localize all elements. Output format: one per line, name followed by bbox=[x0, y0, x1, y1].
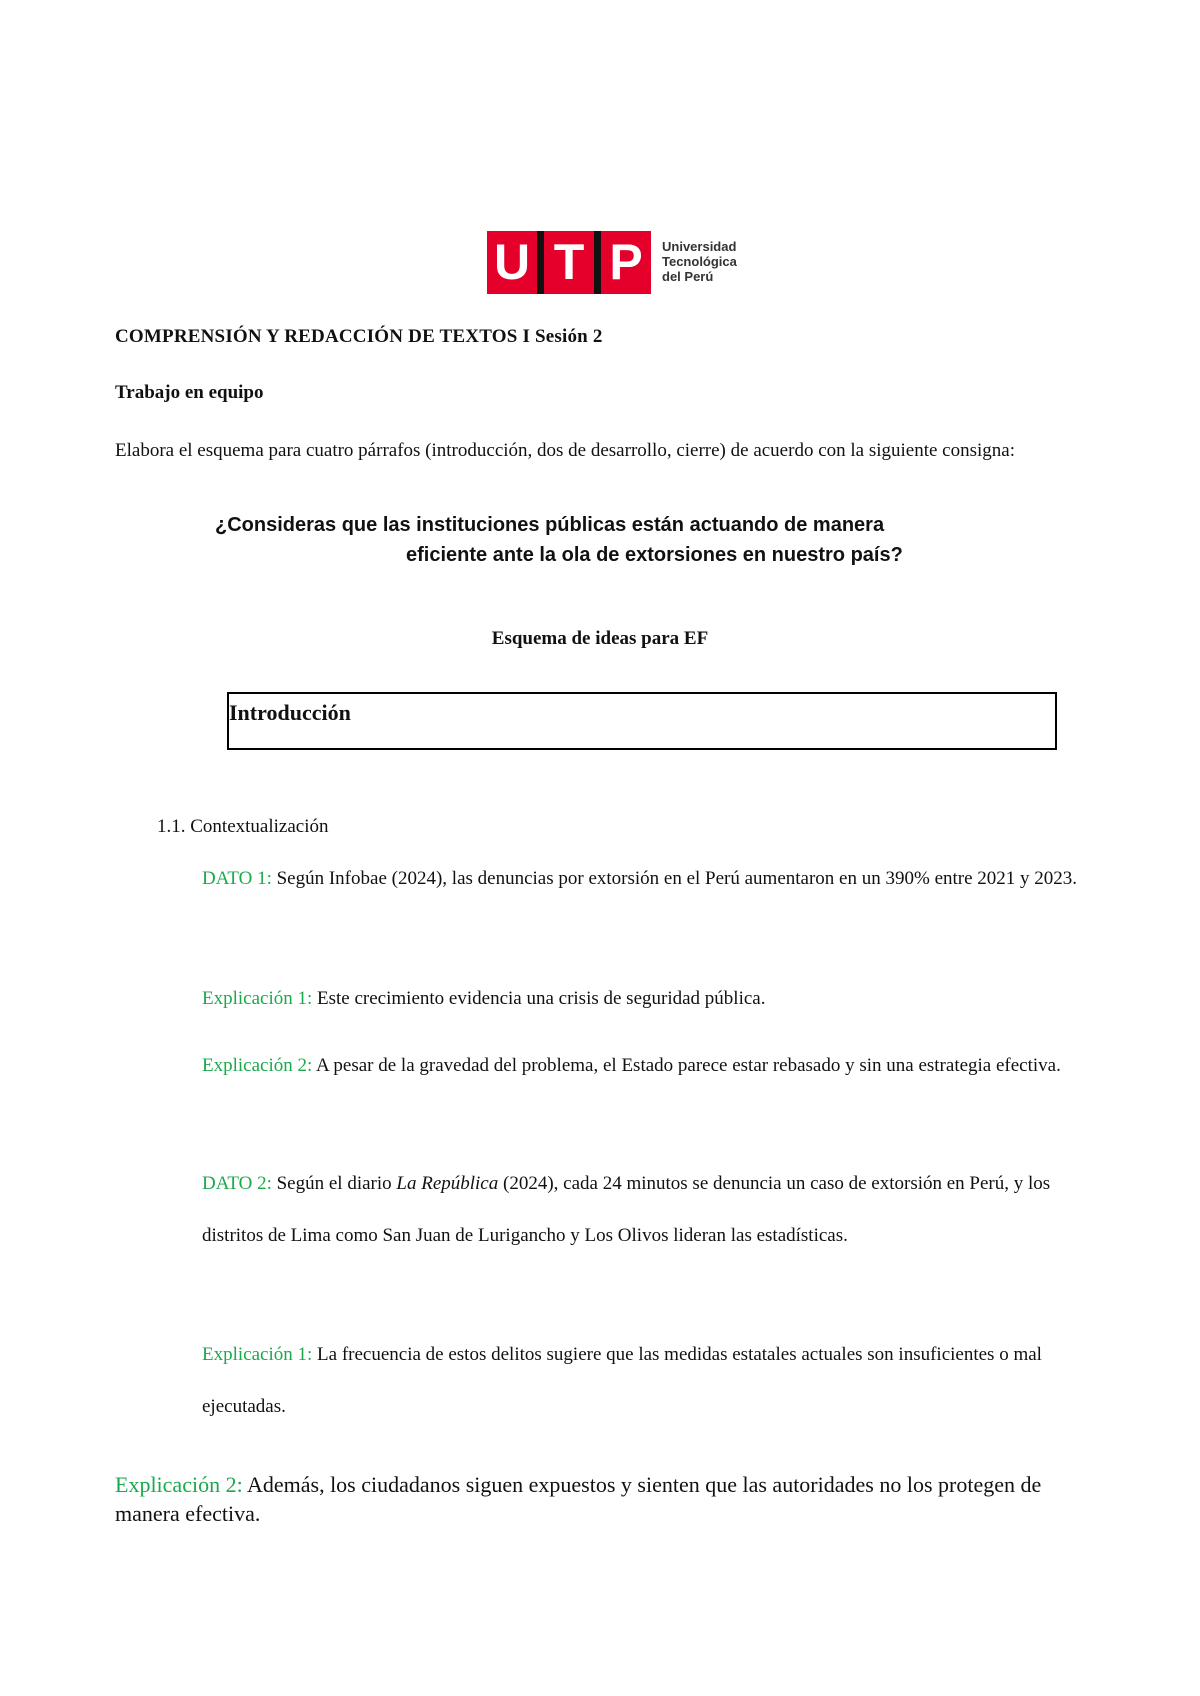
dato-2-text-pre: Según el diario bbox=[271, 1173, 397, 1194]
explicacion-2b-label: Explicación 2: bbox=[115, 1472, 243, 1497]
team-work-heading: Trabajo en equipo bbox=[115, 382, 264, 403]
logo-letter-t: T bbox=[544, 231, 594, 294]
explicacion-1a bbox=[202, 973, 1082, 1025]
instructions-paragraph: Elabora el esquema para cuatro párrafos (introducción, dos de desarrollo, cierre) de acuerdo con la siguiente consigna: bbox=[115, 440, 1016, 461]
explicacion-1a-label: Explicación 1: bbox=[202, 988, 313, 1009]
explicacion-2b-text: Además, los ciudadanos siguen expuestos y sienten que las autoridades no los protegen de manera efectiva. bbox=[115, 1472, 1042, 1526]
introduction-label: Introducción bbox=[229, 700, 351, 725]
question-line-1: ¿Consideras que las instituciones públicas están actuando de manera bbox=[215, 514, 885, 536]
question-line-2: eficiente ante la ola de extorsiones en nuestro país? bbox=[406, 544, 903, 566]
explicacion-2a-text: A pesar de la gravedad del problema, el Estado parece estar rebasado y sin una estrategia efectiva. bbox=[312, 1055, 1061, 1076]
dato-1-label: DATO 1: bbox=[202, 868, 272, 889]
dato-2-source: La República bbox=[396, 1173, 499, 1194]
logo-line-2: Tecnológica bbox=[662, 254, 737, 269]
explicacion-1b-label: Explicación 1: bbox=[202, 1344, 313, 1365]
introduction-box bbox=[227, 692, 1057, 750]
logo-letter-u: U bbox=[487, 231, 537, 294]
utp-logo bbox=[487, 231, 739, 294]
explicacion-2a-label: Explicación 2: bbox=[202, 1055, 313, 1076]
explicacion-1b bbox=[202, 1329, 1082, 1433]
explicacion-1b-text: La frecuencia de estos delitos sugiere que las medidas estatales actuales son insuficientes o mal ejecutadas. bbox=[202, 1344, 1042, 1417]
logo-divider bbox=[594, 231, 601, 294]
scheme-title: Esquema de ideas para EF bbox=[491, 628, 709, 649]
course-title: COMPRENSIÓN Y REDACCIÓN DE TEXTOS I Sesión 2 bbox=[115, 326, 603, 347]
dato-1 bbox=[202, 853, 1082, 905]
logo-line-1: Universidad bbox=[662, 239, 737, 254]
explicacion-2b bbox=[115, 1470, 1065, 1528]
dato-2-label: DATO 2: bbox=[202, 1173, 272, 1194]
explicacion-1a-text: Este crecimiento evidencia una crisis de seguridad pública. bbox=[312, 988, 766, 1009]
dato-1-text: Según Infobae (2024), las denuncias por extorsión en el Perú aumentaron en un 390% entre 2021 y 2023. bbox=[271, 868, 1078, 889]
dato-2-text-post: (2024), cada 24 minutos se denuncia un caso de extorsión en Perú, y los distritos de Lima como San Juan de Lurigancho y Los Olivos lideran las estadísticas. bbox=[202, 1173, 1051, 1246]
dato-2 bbox=[202, 1158, 1082, 1262]
logo-divider bbox=[537, 231, 544, 294]
logo-letter-p: P bbox=[601, 231, 651, 294]
section-heading: 1.1. Contextualización bbox=[157, 816, 329, 837]
logo-line-3: del Perú bbox=[662, 269, 714, 284]
explicacion-2a bbox=[202, 1040, 1082, 1092]
logo-university-name bbox=[662, 239, 737, 284]
